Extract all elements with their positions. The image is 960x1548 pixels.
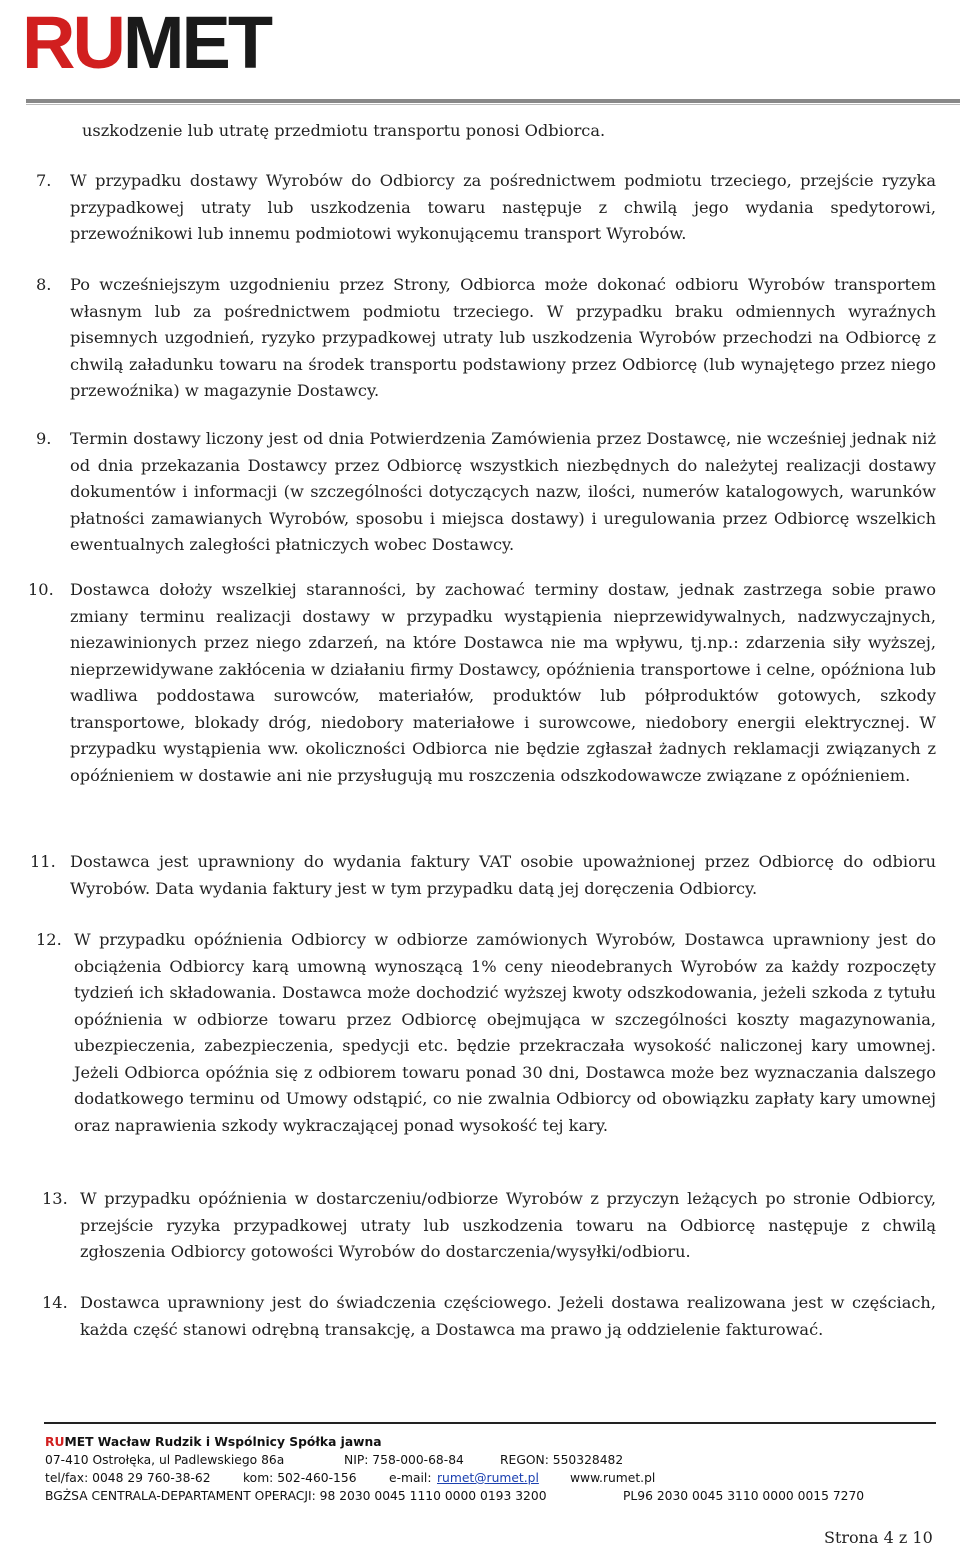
footer-row-bank xyxy=(45,1488,935,1505)
page-number: Strona 4 z 10 xyxy=(824,1528,933,1547)
footer-telfax: tel/fax: 0048 29 760-38-62 xyxy=(45,1471,211,1485)
page-header xyxy=(0,0,960,110)
footer-kom: kom: 502-460-156 xyxy=(243,1471,357,1485)
header-divider xyxy=(26,99,960,103)
footer-row-address xyxy=(45,1452,935,1469)
rumet-logo xyxy=(22,1,271,84)
item-number-10: 10. xyxy=(28,580,54,599)
item-number-9: 9. xyxy=(36,429,52,448)
item-text-7: W przypadku dostawy Wyrobów do Odbiorcy za pośrednictwem podmiotu trzeciego, przejście ryzyka przypadkowej utraty lub uszkodzenia towaru następuje z chwilą jego wydania spedytorowi, przewoźnikowi lub innemu podmiotowi wykonującemu transport Wyrobów. xyxy=(70,171,936,243)
item-number-7: 7. xyxy=(36,171,52,190)
footer-www-link[interactable]: www.rumet.pl xyxy=(570,1471,656,1485)
item-number-13: 13. xyxy=(42,1189,68,1208)
footer-divider xyxy=(44,1422,936,1424)
item-text-14: Dostawca uprawniony jest do świadczenia częściowego. Jeżeli dostawa realizowana jest w częściach, każda część stanowi odrębną transakcję, a Dostawca ma prawo ją oddzielenie fakturować. xyxy=(80,1293,936,1339)
item-text-12: W przypadku opóźnienia Odbiorcy w odbiorze zamówionych Wyrobów, Dostawca uprawniony jest do obciążenia Odbiorcy karą umowną wynoszącą 1% ceny nieodebranych Wyrobów za każdy rozpoczęty tydzień ich składowania. Dostawca może dochodzić wyższej kwoty odszkodowania, jeżeli szkoda z tytułu opóźnienia w odbiorze towaru przez Odbiorcę obejmująca w szczególności koszty magazynowania, ubezpieczenia, zabezpieczenia, spedycji etc. będzie przekraczała wysokość naliczonej kary umownej. Jeżeli Odbiorca opóźnia się z odbiorem towaru ponad 30 dni, Dostawca może bez wyznaczania dalszego dodatkowego terminu od Umowy odstąpić, co nie zwalnia Odbiorcy od obowiązku zapłaty kary umownej oraz naprawienia szkody wykraczającej ponad wysokość tej kary. xyxy=(74,930,936,1135)
footer-email-label: e-mail: xyxy=(389,1471,432,1485)
footer-company-ru: RU xyxy=(45,1435,65,1449)
item-text-10: Dostawca dołoży wszelkiej staranności, by zachować terminy dostaw, jednak zastrzega sobie prawo zmiany terminu realizacji dostawy w przypadku wystąpienia nieprzewidywalnych, nadzwyczajnych, niezawinionych przez niego zdarzeń, na które Dostawca nie ma wpływu, tj.np.: zdarzenia siły wyższej, nieprzewidywane zakłócenia w działaniu firmy Dostawcy, opóźnienia transportowe i celne, opóźniona lub wadliwa poddostawa surowców, materiałów, produktów lub półproduktów gotowych, szkody transportowe, blokady dróg, niedobory materiałowe i surowcowe, niedobory energii elektrycznej. W przypadku wystąpienia ww. okoliczności Odbiorca nie będzie zgłaszał żadnych reklamacji związanych z opóźnieniem w dostawie ani nie przysługują mu roszczenia odszkodowawcze związane z opóźnieniem. xyxy=(70,580,936,785)
footer-nip: NIP: 758-000-68-84 xyxy=(344,1453,464,1467)
item-number-8: 8. xyxy=(36,275,52,294)
item-text-8: Po wcześniejszym uzgodnieniu przez Strony, Odbiorca może dokonać odbioru Wyrobów transportem własnym lub za pośrednictwem podmiotu trzeciego. W przypadku braku odmiennych wyraźnych pisemnych uzgodnień, ryzyko przypadkowej utraty lub uszkodzenia Wyrobów przechodzi na Odbiorcę z chwilą załadunku towaru na środek transportu podstawiony przez Odbiorcę (lub wynajętego przez niego przewoźnika) w magazynie Dostawcy. xyxy=(70,275,936,400)
footer-regon: REGON: 550328482 xyxy=(500,1453,624,1467)
footer-row-contact xyxy=(45,1470,935,1487)
footer-bank-1: BGŻSA CENTRALA-DEPARTAMENT OPERACJI: 98 2030 0045 1110 0000 0193 3200 xyxy=(45,1489,547,1503)
item-text-11: Dostawca jest uprawniony do wydania faktury VAT osobie upoważnionej przez Odbiorcę do odbioru Wyrobów. Data wydania faktury jest w tym przypadku datą jej doręczenia Odbiorcy. xyxy=(70,852,936,898)
item-number-14: 14. xyxy=(42,1293,68,1312)
footer-company-name: MET Wacław Rudzik i Wspólnicy Spółka jawna xyxy=(64,1435,382,1449)
item-text-13: W przypadku opóźnienia w dostarczeniu/odbiorze Wyrobów z przyczyn leżących po stronie Odbiorcy, przejście ryzyka przypadkowej utraty lub uszkodzenia towaru na Odbiorcę następuje z chwilą zgłoszenia Odbiorcy gotowości Wyrobów do dostarczenia/wysyłki/odbioru. xyxy=(80,1189,936,1261)
footer-email-link[interactable]: rumet@rumet.pl xyxy=(437,1471,539,1485)
footer-company xyxy=(45,1434,382,1451)
logo-met: MET xyxy=(122,1,271,84)
header-divider-thin xyxy=(26,104,960,105)
footer-address: 07-410 Ostrołęka, ul Padlewskiego 86a xyxy=(45,1453,285,1467)
footer-bank-2: PL96 2030 0045 3110 0000 0015 7270 xyxy=(623,1489,865,1503)
item-text-9: Termin dostawy liczony jest od dnia Potwierdzenia Zamówienia przez Dostawcę, nie wcześniej jednak niż od dnia przekazania Dostawcy przez Odbiorcę wszystkich niezbędnych do należytej realizacji dostawy dokumentów i informacji (w szczególności dotyczących nazw, ilości, numerów katalogowych, warunków płatności zamawianych Wyrobów, sposobu i miejsca dostawy) i uregulowania przez Odbiorcę wszelkich ewentualnych zaległości płatniczych wobec Dostawcy. xyxy=(70,429,936,554)
item-number-12: 12. xyxy=(36,930,62,949)
item-number-11: 11. xyxy=(30,852,56,871)
continuation-text: uszkodzenie lub utratę przedmiotu transportu ponosi Odbiorca. xyxy=(82,121,606,140)
logo-ru: RU xyxy=(22,1,123,84)
